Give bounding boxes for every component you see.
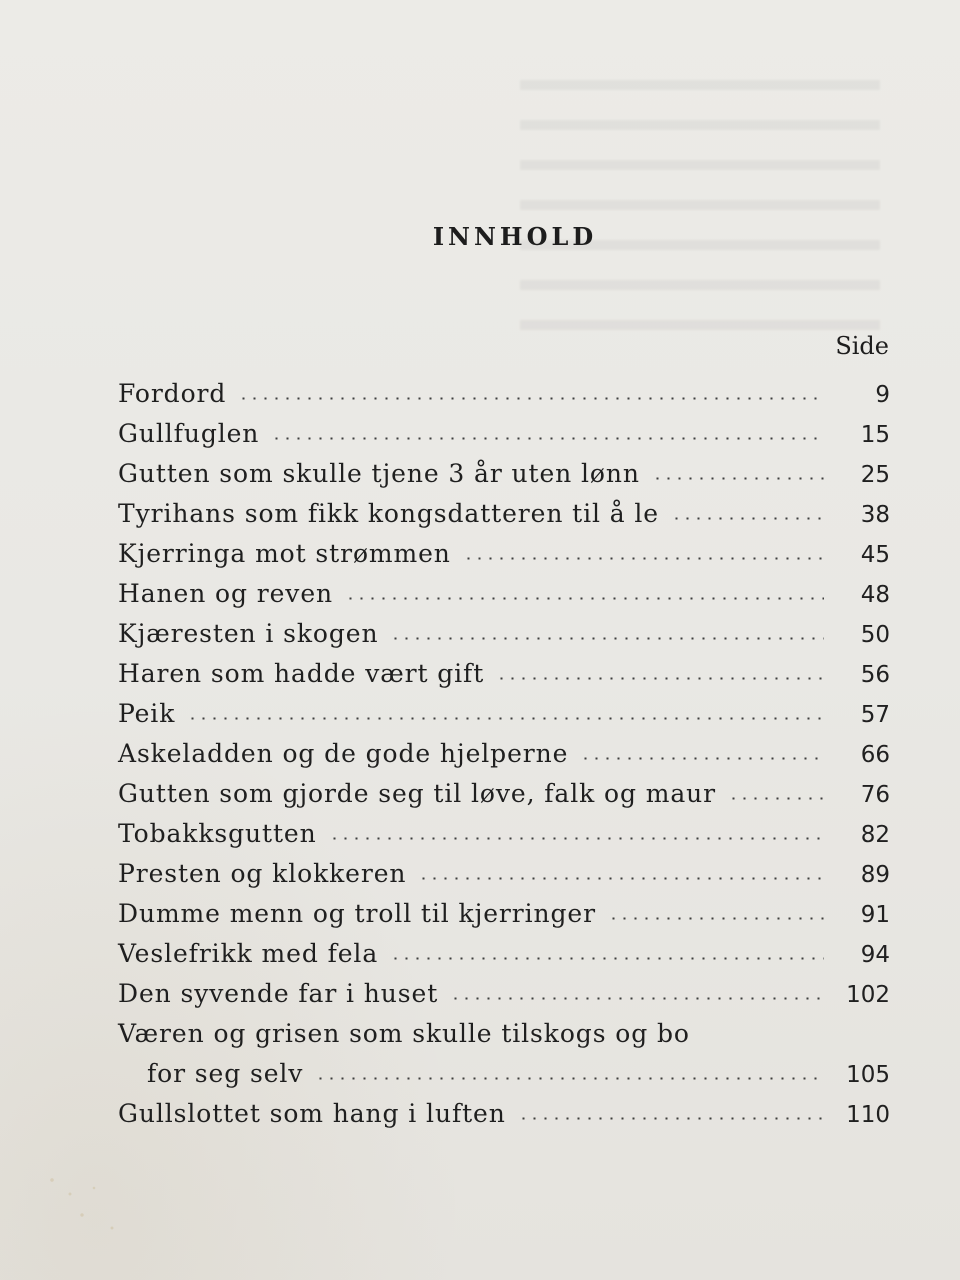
page-heading: INNHOLD [432, 222, 598, 251]
entry-title: Den syvende far i huset [118, 979, 439, 1008]
entry-page-number: 56 [860, 662, 890, 688]
entry-page-number: 105 [846, 1062, 890, 1088]
toc-entry-two-line [118, 1008, 890, 1088]
entry-page-number: 25 [860, 462, 890, 488]
toc-entry [118, 488, 890, 528]
toc-entry [118, 968, 890, 1008]
entry-title: Tyrihans som fikk kongsdatteren til å le [118, 499, 660, 528]
toc-entry [118, 688, 890, 728]
entry-page-number: 48 [860, 582, 890, 608]
entry-page-number: 45 [860, 542, 890, 568]
paper-stain [42, 1170, 132, 1240]
entry-page-number: 57 [860, 702, 890, 728]
dot-leader [315, 1077, 824, 1080]
dot-leader [652, 477, 824, 480]
dot-leader [671, 517, 824, 520]
dot-leader [608, 917, 824, 920]
toc-entry [118, 528, 890, 568]
entry-title: Askeladden og de gode hjelperne [118, 739, 569, 768]
entry-page-number: 66 [860, 742, 890, 768]
toc-entry [118, 648, 890, 688]
entry-page-number: 76 [860, 782, 890, 808]
toc-entry [118, 368, 890, 408]
toc-entry [118, 608, 890, 648]
dot-leader [271, 437, 824, 440]
toc-entry [118, 888, 890, 928]
entry-page-number: 94 [860, 942, 890, 968]
dot-leader [238, 397, 824, 400]
entry-page-number: 82 [860, 822, 890, 848]
entry-title: Kjæresten i skogen [118, 619, 379, 648]
dot-leader [496, 677, 824, 680]
entry-page-number: 102 [846, 982, 890, 1008]
dot-leader [329, 837, 824, 840]
entry-title: Presten og klokkeren [118, 859, 407, 888]
entry-page-number: 110 [846, 1102, 890, 1128]
entry-title: Peik [118, 699, 176, 728]
dot-leader [728, 797, 824, 800]
dot-leader [580, 757, 824, 760]
dot-leader [345, 597, 824, 600]
toc-entry [118, 928, 890, 968]
entry-title: Tobakksgutten [118, 819, 317, 848]
entry-title-continued: for seg selv [147, 1059, 304, 1088]
entry-title: Hanen og reven [118, 579, 334, 608]
toc-entry [118, 848, 890, 888]
dot-leader [390, 957, 824, 960]
entry-title: Væren og grisen som skulle tilskogs og bo [118, 1019, 690, 1048]
entry-page-number: 91 [860, 902, 890, 928]
entry-page-number: 38 [860, 502, 890, 528]
entry-page-number: 9 [875, 382, 890, 408]
entry-title: Veslefrikk med fela [118, 939, 379, 968]
toc-entry [118, 568, 890, 608]
toc-entry [118, 728, 890, 768]
dot-leader [518, 1117, 824, 1120]
dot-leader [187, 717, 824, 720]
entry-title: Kjerringa mot strømmen [118, 539, 451, 568]
toc-entry [118, 808, 890, 848]
toc-entry [118, 768, 890, 808]
dot-leader [450, 997, 824, 1000]
entry-title: Haren som hadde vært gift [118, 659, 485, 688]
show-through-text [520, 80, 880, 360]
entry-title: Gullfuglen [118, 419, 260, 448]
dot-leader [463, 557, 824, 560]
entry-title: Gutten som gjorde seg til løve, falk og maur [118, 779, 716, 808]
toc-entry [118, 448, 890, 488]
entry-page-number: 15 [860, 422, 890, 448]
entry-title: Gullslottet som hang i luften [118, 1099, 506, 1128]
entry-title: Fordord [118, 379, 227, 408]
toc-entry [118, 1088, 890, 1128]
dot-leader [418, 877, 824, 880]
entry-title: Gutten som skulle tjene 3 år uten lønn [118, 459, 640, 488]
entry-title: Dumme menn og troll til kjerringer [118, 899, 596, 928]
page-column-label: Side [835, 332, 889, 360]
table-of-contents [118, 368, 890, 1128]
dot-leader [390, 637, 824, 640]
entry-page-number: 89 [860, 862, 890, 888]
toc-entry [118, 408, 890, 448]
entry-page-number: 50 [860, 622, 890, 648]
